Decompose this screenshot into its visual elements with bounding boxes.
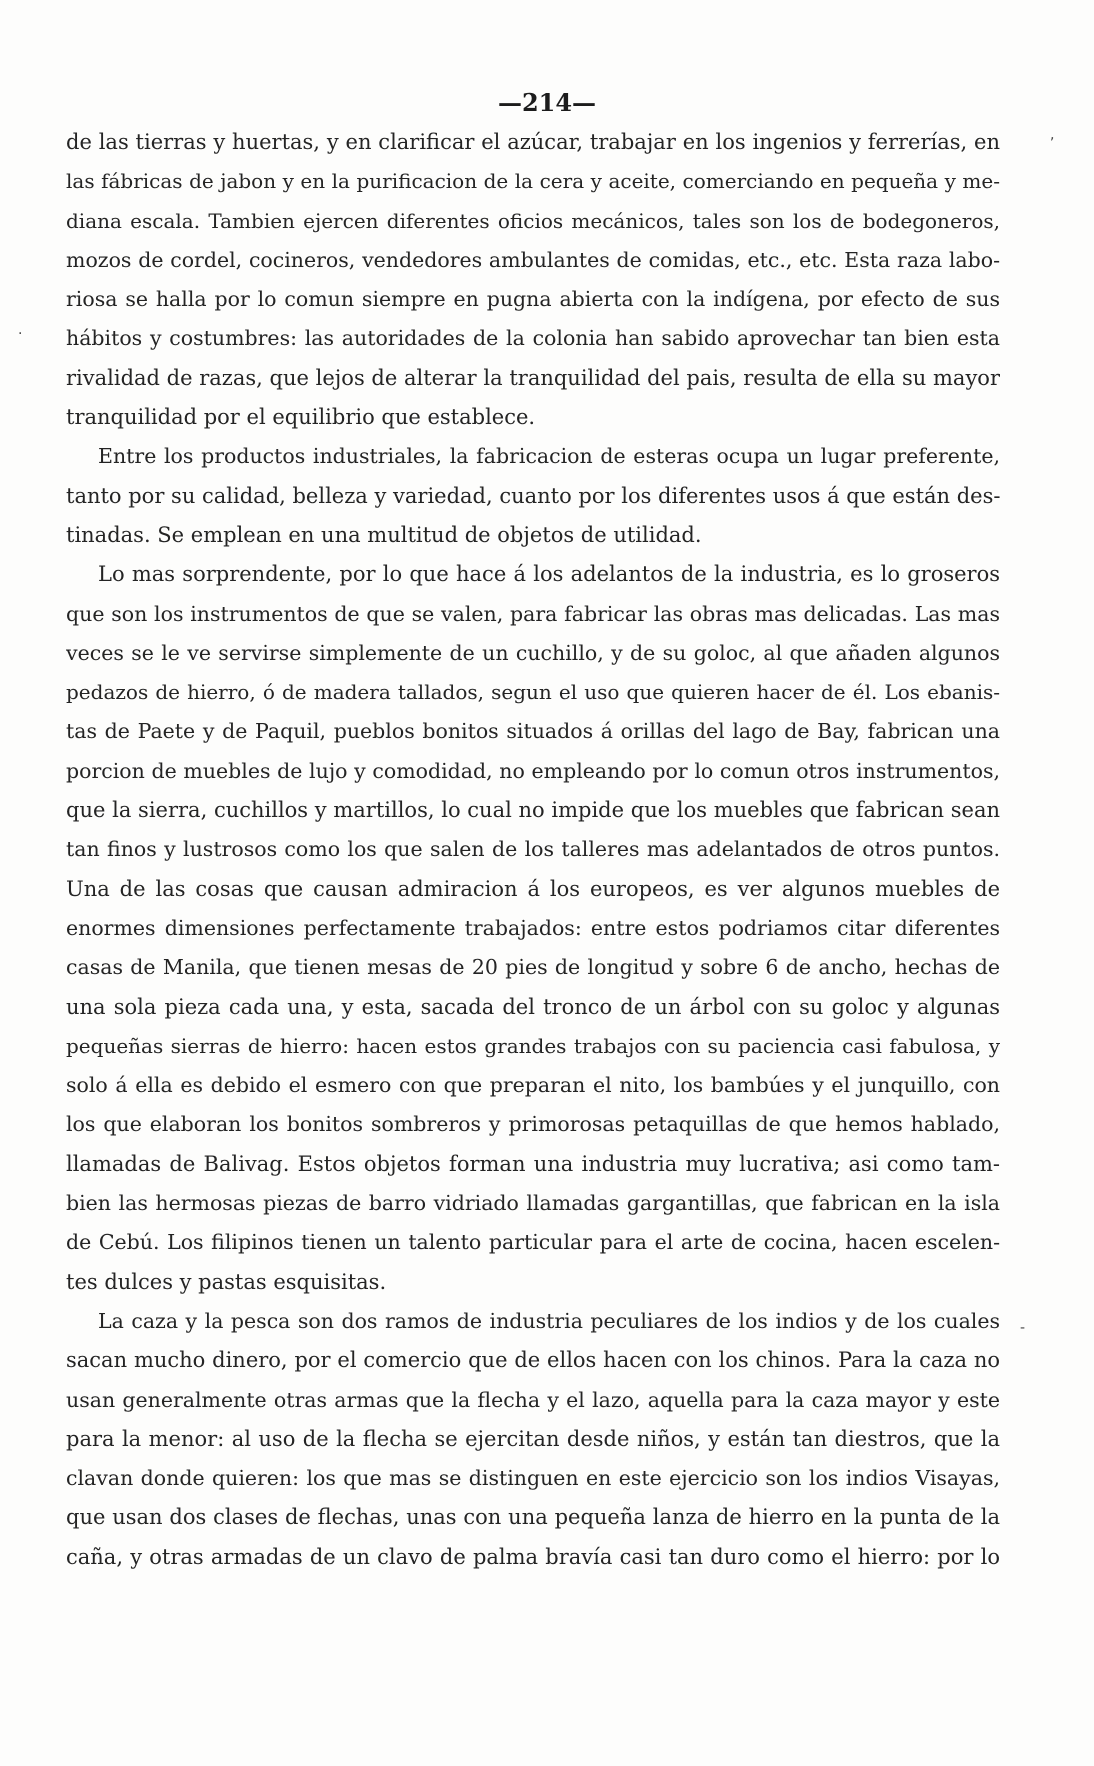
text-line: veces se le ve servirse simplemente de un cuchillo, y de su goloc, al que añaden algunos (66, 640, 1000, 665)
text-line: pedazos de hierro, ó de madera tallados, segun el uso que quieren hacer de él. Los ebanis- (66, 680, 1000, 705)
text-line: tinadas. Se emplean en una multitud de objetos de utilidad. (66, 522, 702, 547)
text-line: tanto por su calidad, belleza y variedad, cuanto por los diferentes usos á que están des- (66, 483, 1000, 508)
text-line: los que elaboran los bonitos sombreros y primorosas petaquillas de que hemos hablado, (66, 1112, 1000, 1137)
text-line: tes dulces y pastas esquisitas. (66, 1269, 387, 1294)
text-line: caña, y otras armadas de un clavo de palma bravía casi tan duro como el hierro: por lo (66, 1544, 1000, 1569)
text-line: riosa se halla por lo comun siempre en pugna abierta con la indígena, por efecto de sus (66, 287, 1000, 312)
text-line: porcion de muebles de lujo y comodidad, no empleando por lo comun otros instrumentos, (66, 758, 1000, 783)
text-line: las fábricas de jabon y en la purificacion de la cera y aceite, comerciando en pequeña y me- (66, 169, 1000, 194)
text-line: tranquilidad por el equilibrio que establece. (66, 405, 536, 430)
margin-mark: , (1050, 127, 1055, 143)
text-line: de las tierras y huertas, y en clarificar el azúcar, trabajar en los ingenios y ferrerías, en (66, 130, 1000, 154)
text-line: tas de Paete y de Paquil, pueblos bonitos situados á orillas del lago de Bay, fabrican una (66, 719, 1000, 744)
text-line: clavan donde quieren: los que mas se distinguen en este ejercicio son los indios Visayas, (66, 1466, 1000, 1491)
text-line: rivalidad de razas, que lejos de alterar la tranquilidad del pais, resulta de ella su mayor (66, 365, 1000, 390)
text-line: para la menor: al uso de la flecha se ejercitan desde niños, y están tan diestros, que la (66, 1426, 1000, 1451)
margin-mark: - (1020, 1320, 1026, 1336)
text-line: mozos de cordel, cocineros, vendedores ambulantes de comidas, etc., etc. Esta raza labo- (66, 247, 1000, 272)
text-line: pequeñas sierras de hierro: hacen estos grandes trabajos con su paciencia casi fabulosa, y (66, 1033, 1000, 1058)
text-line: tan finos y lustrosos como los que salen de los talleres mas adelantados de otros puntos. (66, 837, 1000, 862)
text-line: Una de las cosas que causan admiracion á los europeos, es ver algunos muebles de (66, 876, 1000, 901)
text-line: llamadas de Balivag. Estos objetos forman una industria muy lucrativa; asi como tam- (66, 1151, 1000, 1176)
margin-mark: · (18, 326, 23, 342)
text-line: que la sierra, cuchillos y martillos, lo cual no impide que los muebles que fabrican sean (66, 798, 1000, 823)
text-line: que son los instrumentos de que se valen, para fabricar las obras mas delicadas. Las mas (66, 601, 1000, 626)
text-line: Lo mas sorprendente, por lo que hace á los adelantos de la industria, es lo groseros (98, 562, 1000, 587)
text-line: hábitos y costumbres: las autoridades de la colonia han sabido aprovechar tan bien esta (66, 326, 1000, 351)
text-line: casas de Manila, que tienen mesas de 20 pies de longitud y sobre 6 de ancho, hechas de (66, 955, 1000, 980)
text-line: una sola pieza cada una, y esta, sacada del tronco de un árbol con su goloc y algunas (66, 994, 1000, 1019)
body-text (66, 123, 1000, 1577)
text-line: de Cebú. Los filipinos tienen un talento particular para el arte de cocina, hacen escelen- (66, 1230, 1000, 1255)
page-number: —214— (497, 88, 597, 117)
text-line: diana escala. Tambien ejercen diferentes oficios mecánicos, tales son los de bodegoneros, (66, 208, 1000, 233)
text-line: bien las hermosas piezas de barro vidriado llamadas gargantillas, que fabrican en la isla (66, 1191, 1000, 1216)
text-line: enormes dimensiones perfectamente trabajados: entre estos podriamos citar diferentes (66, 915, 1000, 940)
text-line: La caza y la pesca son dos ramos de industria peculiares de los indios y de los cuales (98, 1308, 1000, 1333)
text-line: solo á ella es debido el esmero con que preparan el nito, los bambúes y el junquillo, con (66, 1073, 1000, 1098)
text-line: usan generalmente otras armas que la flecha y el lazo, aquella para la caza mayor y este (66, 1387, 1000, 1412)
text-line: que usan dos clases de flechas, unas con una pequeña lanza de hierro en la punta de la (66, 1505, 1000, 1530)
text-line: Entre los productos industriales, la fabricacion de esteras ocupa un lugar preferente, (98, 444, 1000, 469)
text-line: sacan mucho dinero, por el comercio que de ellos hacen con los chinos. Para la caza no (66, 1348, 1000, 1373)
